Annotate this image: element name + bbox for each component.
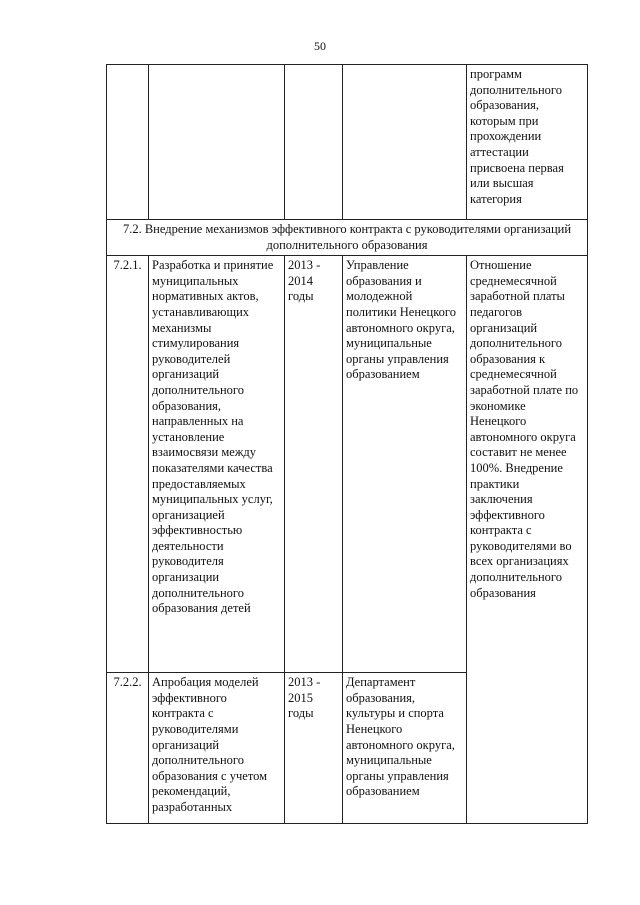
section-row [107, 220, 588, 256]
cell-number: 7.2.1. [107, 256, 149, 673]
table-row-continuation [107, 65, 588, 220]
cell-responsible: Управление образования и молодежной политики Ненецкого автономного округа, муниципальные органы управления образованием [343, 256, 467, 673]
cell-result [467, 673, 588, 824]
cell-measure [149, 65, 285, 220]
cell-measure: Апробация моделей эффективного контракта с руководителями организаций дополнительного образования с учетом рекомендаций, разработанных [149, 673, 285, 824]
page-number: 50 [314, 39, 326, 53]
cell-result: Отношение среднемесячной заработной платы педагогов организаций дополнительного образования к среднемесячной заработной плате по экономике Ненецкого автономного округа составит не менее 100%. Внедрение практики заключения эффективного контракта с руководителями во всех организациях дополнительного образования [467, 256, 588, 673]
cell-number [107, 65, 149, 220]
cell-responsible [343, 65, 467, 220]
table-row [107, 256, 588, 673]
table-row [107, 673, 588, 824]
cell-number: 7.2.2. [107, 673, 149, 824]
cell-period [285, 65, 343, 220]
cell-measure: Разработка и принятие муниципальных нормативных актов, устанавливающих механизмы стимулирования руководителей организаций дополнительного образования, направленных на установление взаимосвязи между показателями качества предоставляемых муниципальных услуг, организацией эффективностью деятельности руководителя организации дополнительного образования детей [149, 256, 285, 673]
program-table [106, 64, 588, 824]
section-title: 7.2. Внедрение механизмов эффективного контракта с руководителями организаций дополнительного образования [107, 220, 588, 256]
cell-period: 2013 - 2014 годы [285, 256, 343, 673]
cell-responsible: Департамент образования, культуры и спорта Ненецкого автономного округа, муниципальные органы управления образованием [343, 673, 467, 824]
cell-period: 2013 - 2015 годы [285, 673, 343, 824]
cell-result: программ дополнительного образования, которым при прохождении аттестации присвоена первая или высшая категория [467, 65, 588, 220]
